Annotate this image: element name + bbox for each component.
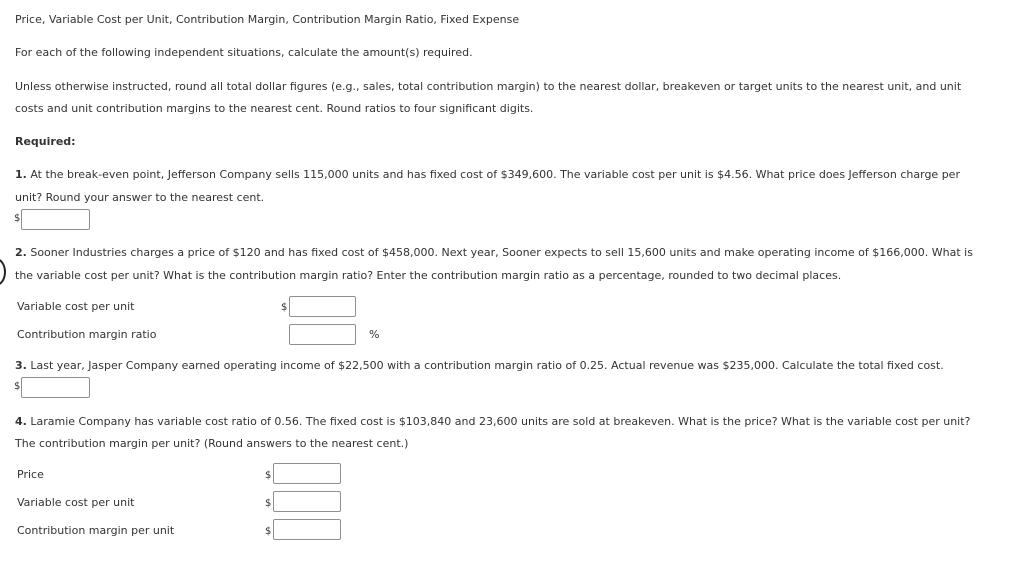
- question-4-number: 4.: [15, 415, 27, 428]
- q2-variable-cost-currency: $: [281, 302, 288, 313]
- q4-price-currency: $: [265, 470, 272, 481]
- rounding-instruction-line-1: Unless otherwise instructed, round all total dollar figures (e.g., sales, total contribution margin) to the nearest dollar, breakeven or target units to the nearest unit, and unit: [15, 80, 962, 93]
- q1-currency-symbol: $: [14, 213, 21, 224]
- q4-cm-per-unit-label: Contribution margin per unit: [17, 524, 175, 537]
- q4-price-input[interactable]: [273, 463, 341, 484]
- q2-cm-ratio-input[interactable]: [289, 324, 356, 345]
- q2-variable-cost-label: Variable cost per unit: [17, 300, 135, 313]
- question-3-text: [15, 359, 944, 372]
- intro-instruction: For each of the following independent situations, calculate the amount(s) required.: [15, 46, 473, 59]
- question-1-text: [15, 168, 960, 181]
- question-1-text-a: At the break-even point, Jefferson Company sells 115,000 units and has fixed cost of $349,600. The variable cost per unit is $4.56. What price does Jefferson charge per: [26, 168, 960, 181]
- question-4-text: [15, 415, 970, 428]
- question-4-text-b: The contribution margin per unit? (Round answers to the nearest cent.): [15, 437, 409, 450]
- q4-variable-cost-label: Variable cost per unit: [17, 496, 135, 509]
- question-4-text-a: Laramie Company has variable cost ratio of 0.56. The fixed cost is $103,840 and 23,600 units are sold at breakeven. What is the price? What is the variable cost per unit?: [26, 415, 971, 428]
- question-2-text: [15, 246, 973, 259]
- question-1-number: 1.: [15, 168, 27, 181]
- page-title: Price, Variable Cost per Unit, Contribution Margin, Contribution Margin Ratio, Fixed Expense: [15, 13, 520, 26]
- question-3-number: 3.: [15, 359, 27, 372]
- left-edge-circle-decoration: [0, 258, 6, 286]
- question-2-text-b: the variable cost per unit? What is the contribution margin ratio? Enter the contribution margin ratio as a percentage, rounded to two decimal places.: [15, 269, 842, 282]
- q2-variable-cost-input[interactable]: [289, 296, 356, 317]
- question-1-text-b: unit? Round your answer to the nearest cent.: [15, 191, 265, 204]
- q2-cm-ratio-label: Contribution margin ratio: [17, 328, 157, 341]
- required-heading: Required:: [15, 135, 76, 148]
- q1-price-input[interactable]: [21, 209, 90, 230]
- q2-percent-sign: %: [369, 328, 380, 341]
- q4-variable-cost-currency: $: [265, 498, 272, 509]
- q4-cm-per-unit-input[interactable]: [273, 519, 341, 540]
- question-3-text-a: Last year, Jasper Company earned operating income of $22,500 with a contribution margin ratio of 0.25. Actual revenue was $235,000. Calculate the total fixed cost.: [26, 359, 944, 372]
- q4-price-label: Price: [17, 468, 44, 481]
- question-2-number: 2.: [15, 246, 27, 259]
- question-2-text-a: Sooner Industries charges a price of $120 and has fixed cost of $458,000. Next year, Sooner expects to sell 15,600 units and make operating income of $166,000. What is: [26, 246, 973, 259]
- q3-currency-symbol: $: [14, 381, 21, 392]
- q4-variable-cost-input[interactable]: [273, 491, 341, 512]
- rounding-instruction-line-2: costs and unit contribution margins to the nearest cent. Round ratios to four significant digits.: [15, 102, 534, 115]
- q4-cm-per-unit-currency: $: [265, 526, 272, 537]
- q3-fixed-cost-input[interactable]: [21, 377, 90, 398]
